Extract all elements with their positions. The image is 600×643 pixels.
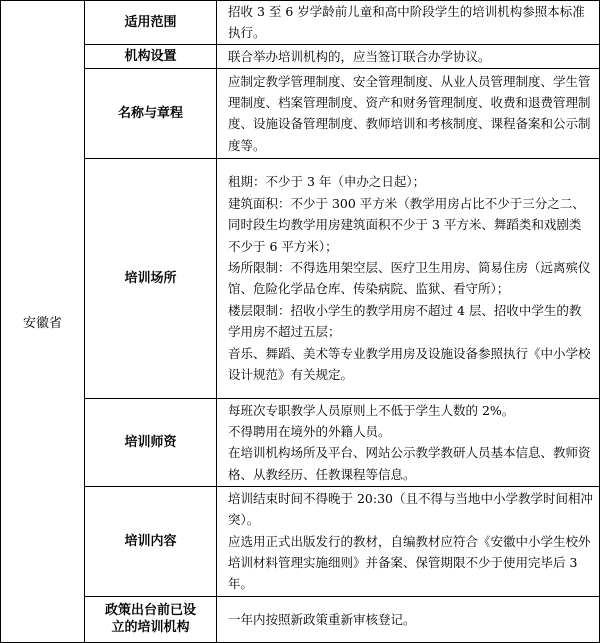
category-content: 培训内容 [85,486,217,596]
category-setup: 机构设置 [85,44,217,68]
venue-lease: 租期：不少于 3 年（申办之日起）； [228,174,426,190]
content-existing [217,596,600,642]
teachers-ratio: 每班次专职教学人员原则上不低于学生人数的 2%。 [228,402,515,418]
table-row-setup [1,44,600,68]
content-teachers [217,398,600,486]
category-venue: 培训场所 [85,158,217,398]
table-row-teachers [1,398,600,486]
content-scope [217,1,600,45]
table-row-existing [1,596,600,642]
province-cell: 安徽省 [1,1,85,643]
category-charter: 名称与章程 [85,68,217,158]
table-row-charter [1,68,600,158]
category-teachers: 培训师资 [85,398,217,486]
training-end-time: 培训结束时间不得晚于 20:30（且不得与当地中小学教学时间相冲突）。 [228,490,593,528]
content-training [217,486,600,596]
content-charter [217,68,600,158]
setup-text: 联合举办培训机构的，应当签订联合办学协议。 [228,48,491,64]
category-existing-line-1: 政策出台前已设 [104,603,196,619]
category-existing-line-2: 立的培训机构 [111,620,190,636]
training-materials: 应选用正式出版发行的教材，自编教材应符合《安徽中小学生校外培训材料管理实施细则》并备案、保管期限不少于使用完毕后 3 年。 [228,533,591,592]
venue-floors: 楼层限制：招收小学生的教学用房不超过 4 层、招收中学生的教学用房不超过五层； [228,302,582,340]
content-setup [217,44,600,68]
venue-restrictions: 场所限制：不得选用架空层、医疗卫生用房、简易住房（远离殡仪馆、危险化学品仓库、传染病院、监狱、看守所）； [228,259,591,297]
scope-text: 招收 3 至 6 岁学龄前儿童和高中阶段学生的培训机构参照本标准执行。 [228,4,585,41]
table-row-scope [1,1,600,45]
venue-area: 建筑面积：不少于 300 平方米（教学用房占比不少于三分之二、同时段生均教学用房建筑面积不少于 3 平方米、舞蹈类和戏剧类不少于 6 平方米）； [228,195,585,254]
table-row-content [1,486,600,596]
venue-specialty: 音乐、舞蹈、美术等专业教学用房及设施设备参照执行《中小学校设计规范》有关规定。 [228,345,591,382]
existing-text: 一年内按照新政策重新审核登记。 [228,611,416,627]
teachers-foreign: 不得聘用在境外的外籍人员。 [228,423,391,439]
table-row-venue [1,158,600,398]
charter-text: 应制定教学管理制度、安全管理制度、从业人员管理制度、学生管理制度、档案管理制度、资产和财务管理制度、收费和退费管理制度、设施设备管理制度、教师培训和考核制度、课程备案和公示制度等。 [228,73,591,153]
category-scope: 适用范围 [85,1,217,45]
teachers-disclosure: 在培训机构场所及平台、网站公示教学教研人员基本信息、教师资格、从教经历、任教课程等信息。 [228,445,591,482]
content-venue [217,158,600,398]
category-existing [85,596,217,642]
